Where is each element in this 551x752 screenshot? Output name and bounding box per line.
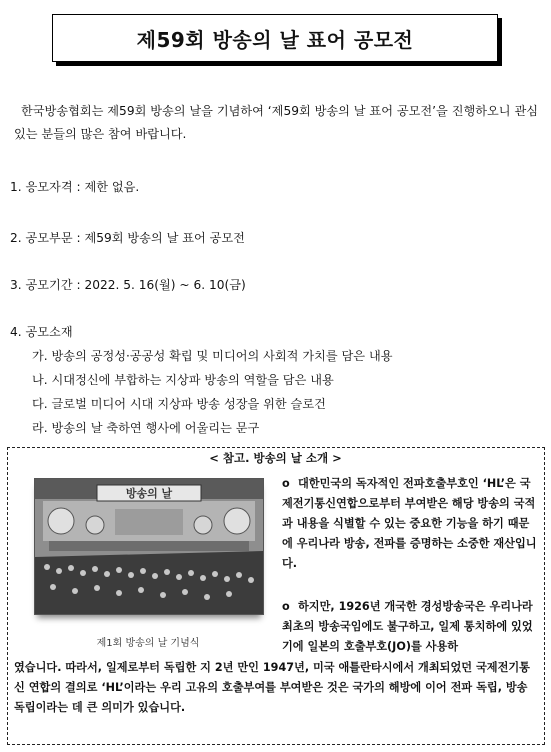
item-category: 2. 공모부문 : 제59회 방송의 날 표어 공모전 <box>10 231 245 245</box>
reference-paragraph-2 <box>282 597 540 657</box>
photo-banner-text: 방송의 날 <box>125 487 173 500</box>
reference-paragraph-2-continued: 였습니다. 따라서, 일제로부터 독립한 지 2년 만인 1947년, 미국 애틀란타시에서 개최되었던 국제전기통신 연합의 결의로 ‘HL’이라는 우리 고유의 호출부여를 부여받은 것은 국가의 해방에 이어 전파 독립, 방송 독립이라는 데 큰 의미가 있습니다. <box>14 661 530 714</box>
subitem-na: 나. 시대정신에 부합하는 지상파 방송의 역할을 담은 내용 <box>32 373 334 387</box>
photo-frame <box>24 470 272 632</box>
historic-photo <box>34 478 264 615</box>
item-topics: 4. 공모소재 <box>10 325 73 339</box>
ceremony-illustration <box>35 479 263 614</box>
photo-caption: 제1회 방송의 날 기념식 <box>96 638 200 649</box>
item-eligibility: 1. 응모자격 : 제한 없음. <box>10 180 140 194</box>
page-title: 제59회 방송의 날 표어 공모전 <box>136 27 414 52</box>
bullet-marker: o <box>282 477 290 490</box>
reference-text-1: 대한민국의 독자적인 전파호출부호인 ‘HL’은 국제전기통신연합으로부터 부여받은 해당 방송의 국적과 내용을 식별할 수 있는 중요한 기능을 하기 때문에 우리나라 방송, 전파를 증명하는 소중한 재산입니다. <box>282 477 537 570</box>
reference-text-2: 하지만, 1926년 개국한 경성방송국은 우리나라 최초의 방송국임에도 불구하고, 일제 통치하에 있었기에 일본의 호출부호(JO)를 사용하 <box>282 600 533 653</box>
bullet-marker: o <box>282 600 290 613</box>
intro-paragraph: 한국방송협회는 제59회 방송의 날을 기념하여 ‘제59회 방송의 날 표어 공모전’을 진행하오니 관심 있는 분들의 많은 참여 바랍니다. <box>14 104 538 141</box>
subitem-ra: 라. 방송의 날 축하연 행사에 어울리는 문구 <box>32 421 260 435</box>
subitem-ga: 가. 방송의 공정성·공공성 확립 및 미디어의 사회적 가치를 담은 내용 <box>32 349 393 363</box>
subitem-da: 다. 글로벌 미디어 시대 지상파 방송 성장을 위한 슬로건 <box>32 397 326 411</box>
title-box <box>52 14 498 62</box>
reference-title: < 참고. 방송의 날 소개 > <box>209 451 342 465</box>
reference-paragraph-1 <box>282 474 540 574</box>
item-period: 3. 공모기간 : 2022. 5. 16(월) ~ 6. 10(금) <box>10 278 246 292</box>
